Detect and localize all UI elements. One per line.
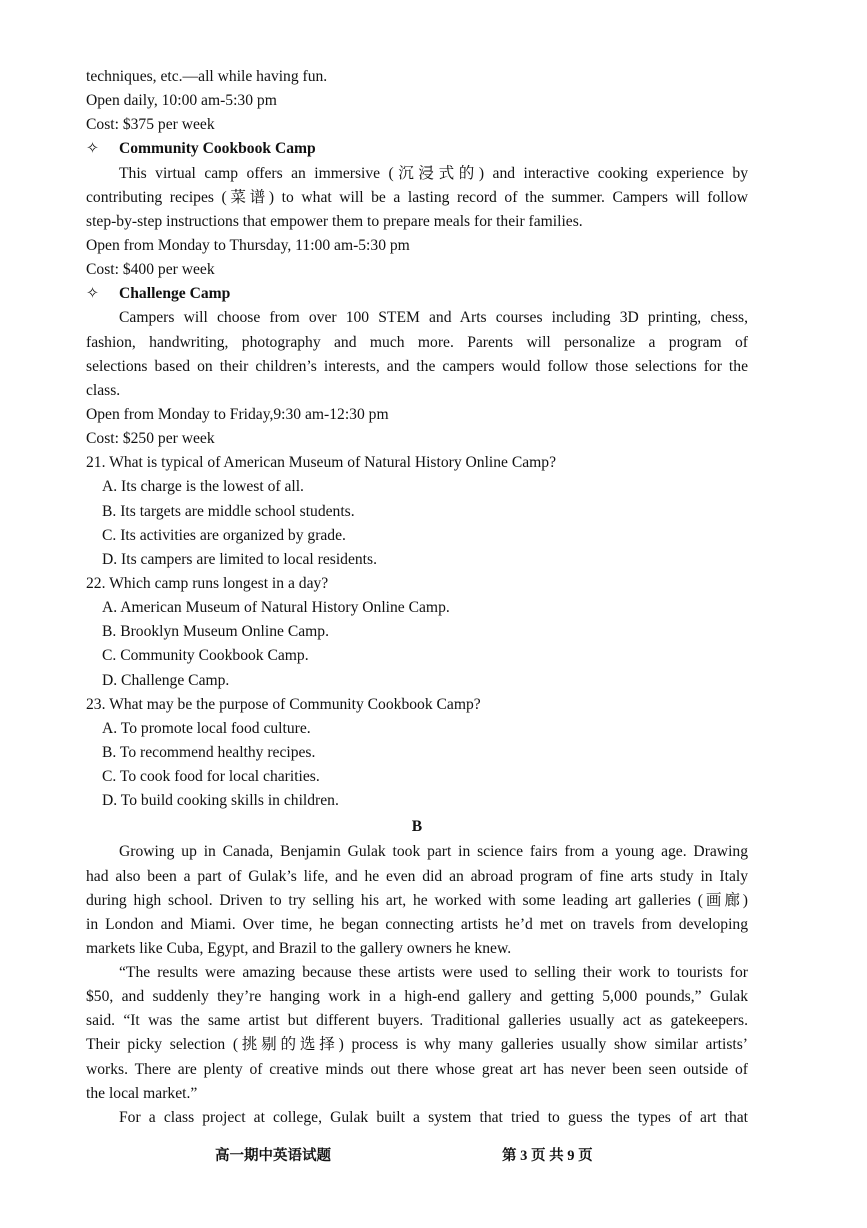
text-line: For a class project at college, Gulak built a system that tried to guess the types of art that (119, 1108, 748, 1126)
answer-option: B. Brooklyn Museum Online Camp. (102, 623, 329, 641)
section-heading: B (411, 818, 423, 836)
answer-option: A. American Museum of Natural History Online Camp. (102, 599, 450, 617)
document-body (86, 65, 748, 1130)
text-line: Growing up in Canada, Benjamin Gulak took part in science fairs from a young age. Drawing (119, 843, 748, 861)
text-line: This virtual camp offers an immersive (沉浸式的) and interactive cooking experience by (119, 164, 748, 182)
page-number: 第 3 页 共 9 页 (502, 1148, 593, 1164)
text-line: works. There are plenty of creative minds out there whose great art has never been seen outside of (86, 1060, 748, 1078)
text-line: Open from Monday to Thursday, 11:00 am-5:30 pm (86, 236, 410, 254)
diamond-star-icon: ✧ (86, 140, 100, 158)
text-line: step-by-step instructions that empower them to prepare meals for their families. (86, 212, 583, 230)
exam-title: 高一期中英语试题 (215, 1148, 331, 1164)
answer-option: B. To recommend healthy recipes. (102, 743, 316, 761)
text-line: selections based on their children’s interests, and the campers would follow those selections for the (86, 357, 748, 375)
text-line: fashion, handwriting, photography and much more. Parents will personalize a program of (86, 333, 748, 351)
text-line: “The results were amazing because these artists were used to selling their work to tourists for (119, 964, 748, 982)
text-line: class. (86, 381, 121, 399)
text-line: had also been a part of Gulak’s life, and he even did an abroad program of fine arts study in Italy (86, 867, 748, 885)
answer-option: A. Its charge is the lowest of all. (102, 478, 304, 496)
text-line: 23. What may be the purpose of Community Cookbook Camp? (86, 695, 481, 713)
text-line: 21. What is typical of American Museum of Natural History Online Camp? (86, 454, 557, 472)
text-line: 22. Which camp runs longest in a day? (86, 574, 329, 592)
camp-heading (86, 282, 748, 306)
text-line: techniques, etc.—all while having fun. (86, 68, 328, 85)
text-line: during high school. Driven to try selling his art, he worked with some leading art galleries (画廊) (86, 891, 748, 909)
camp-heading (86, 137, 748, 161)
text-line: Campers will choose from over 100 STEM and Arts courses including 3D printing, chess, (119, 309, 748, 327)
camp-heading-text: Community Cookbook Camp (119, 140, 316, 158)
text-line: Cost: $250 per week (86, 430, 215, 448)
text-line: Their picky selection (挑剔的选择) process is why many galleries usually show similar artists’ (86, 1036, 748, 1054)
text-line: Open daily, 10:00 am-5:30 pm (86, 92, 277, 110)
diamond-star-icon: ✧ (86, 285, 100, 303)
text-line: markets like Cuba, Egypt, and Brazil to the gallery owners he knew. (86, 939, 512, 957)
camp-heading-text: Challenge Camp (119, 285, 231, 303)
answer-option: C. Its activities are organized by grade. (102, 526, 346, 544)
text-line: contributing recipes (菜谱) to what will be a lasting record of the summer. Campers will follow (86, 188, 748, 206)
answer-option: B. Its targets are middle school students. (102, 502, 355, 520)
text-line: in London and Miami. Over time, he began connecting artists he’d met on travels from developing (86, 915, 748, 933)
answer-option: D. Its campers are limited to local residents. (102, 550, 377, 568)
text-line: the local market.” (86, 1084, 198, 1102)
text-line: Cost: $400 per week (86, 261, 215, 279)
text-line: $50, and suddenly they’re hanging work in a high-end gallery and getting 5,000 pounds,” Gulak (86, 988, 748, 1006)
text-line: Cost: $375 per week (86, 116, 215, 134)
answer-option: D. Challenge Camp. (102, 671, 230, 689)
answer-option: A. To promote local food culture. (102, 719, 311, 737)
answer-option: C. To cook food for local charities. (102, 768, 320, 786)
answer-option: C. Community Cookbook Camp. (102, 647, 309, 665)
answer-option: D. To build cooking skills in children. (102, 792, 339, 810)
text-line: Open from Monday to Friday,9:30 am-12:30 pm (86, 405, 389, 423)
text-line: said. “It was the same artist but different buyers. Traditional galleries usually act as gatekeepers. (86, 1012, 748, 1030)
